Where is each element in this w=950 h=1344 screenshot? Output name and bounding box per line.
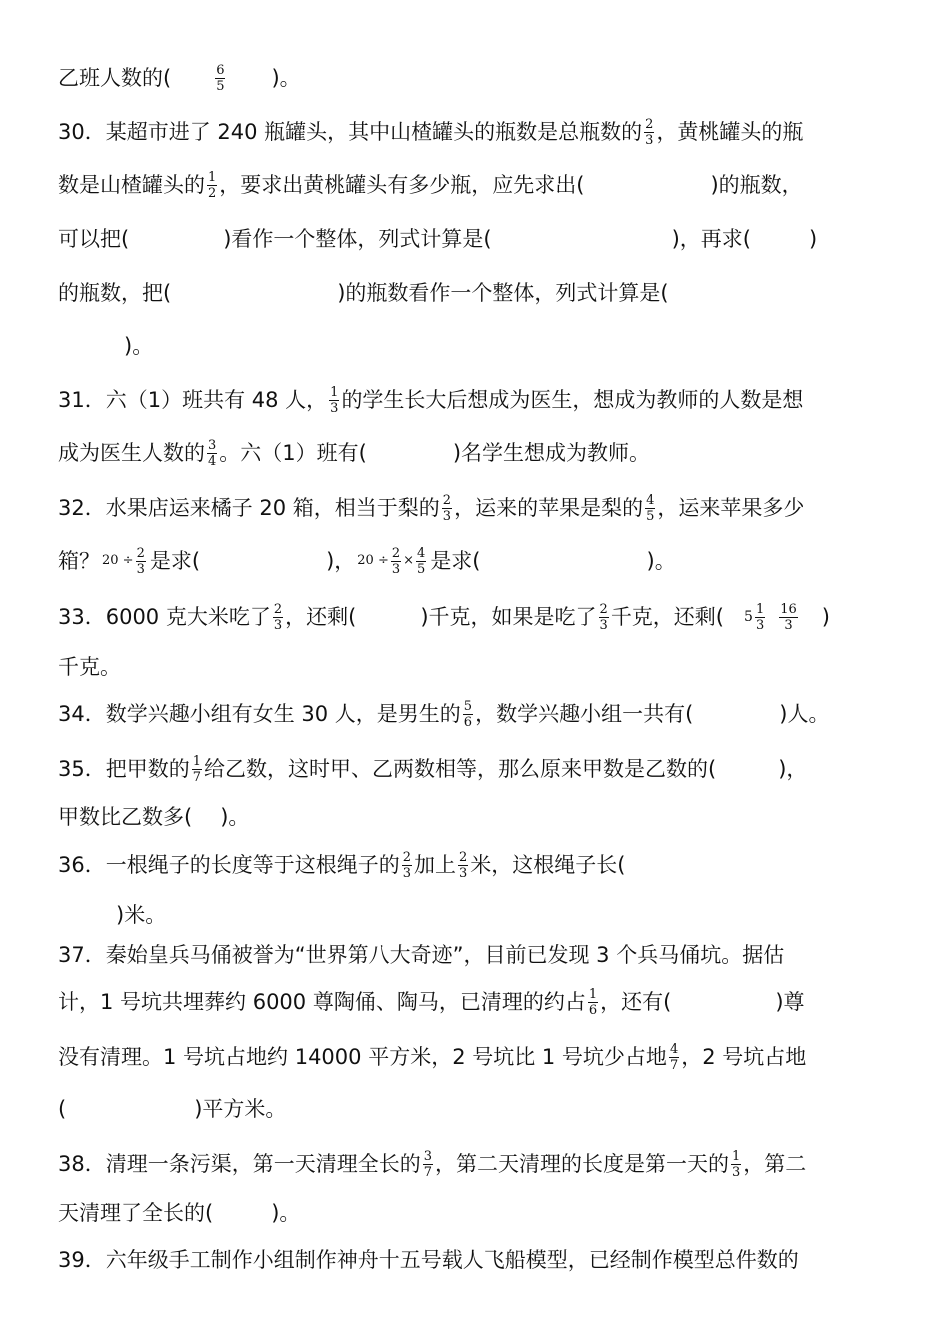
- fraction: $\frac{1}{7}$: [192, 753, 202, 785]
- fraction: $\frac{2}{3}$: [645, 116, 654, 148]
- q37-line-4: ( )平方米。: [58, 1097, 287, 1121]
- expression-1: 20 ÷ $\frac{2}{3}$: [102, 545, 145, 577]
- q36-line-1: 36．一根绳子的长度等于这根绳子的 $\frac{2}{3}$ 加上 $\frac{2}{3}$ 米，这根绳子长(: [58, 849, 626, 881]
- fraction: $\frac{4}{5}$: [646, 492, 655, 524]
- fraction: $\frac{2}{3}$: [442, 492, 452, 524]
- q31-line-1: 31．六（1）班共有 48 人， $\frac{1}{3}$ 的学生长大后想成为医生，想成为教师的人数是想: [58, 384, 804, 416]
- q38-line-2: 天清理了全长的( )。: [58, 1201, 301, 1225]
- q37-line-2: 计，1 号坑共埋葬约 6000 尊陶俑、陶马，已清理的约占 $\frac{1}{6}$ ，还有( )尊: [58, 986, 805, 1018]
- fraction: $\frac{2}{3}$: [402, 849, 412, 881]
- fraction: $\frac{2}{3}$: [599, 601, 608, 633]
- q35-line-2: 甲数比乙数多( )。: [58, 805, 250, 829]
- q30-line-1: 30．某超市进了 240 瓶罐头，其中山楂罐头的瓶数是总瓶数的 $\frac{2}{3}$ ，黄桃罐头的瓶: [58, 116, 804, 148]
- q33-line-1: 33．6000 克大米吃了 $\frac{2}{3}$ ，还剩( )千克，如果是吃了 $\frac{2}{3}$ 千克，还剩( 5 $\frac{1}{3}$ $\frac{16}{3}$ ): [58, 597, 892, 637]
- fraction: $\frac{1}{3}$: [330, 384, 339, 416]
- q30-line-5: )。: [124, 334, 154, 358]
- q35-line-1: 35．把甲数的 $\frac{1}{7}$ 给乙数，这时甲、乙两数相等，那么原来甲数是乙数的( )，: [58, 753, 808, 785]
- fraction: $\frac{4}{5}$: [417, 545, 426, 577]
- q36-line-2: )米。: [116, 903, 167, 927]
- q32-line-2: 箱？ 20 ÷ $\frac{2}{3}$ 是求( )， 20 ÷ $\frac{2}{3}$ × $\frac{4}{5}$ 是求( )。: [58, 541, 892, 581]
- q37-line-1: 37．秦始皇兵马俑被誉为“世界第八大奇迹”，目前已发现 3 个兵马俑坑。据估: [58, 943, 785, 967]
- q34-line-1: 34．数学兴趣小组有女生 30 人，是男生的 $\frac{5}{6}$ ，数学兴趣小组一共有( )人。: [58, 698, 830, 730]
- q30-line-4: 的瓶数，把( )的瓶数看作一个整体，列式计算是(: [58, 281, 669, 305]
- fraction: $\frac{1}{2}$: [208, 169, 217, 201]
- fraction: $\frac{2}{3}$: [136, 545, 145, 577]
- fraction: $\frac{1}{6}$: [588, 986, 598, 1018]
- q30-line-3: 可以把( )看作一个整体，列式计算是( )，再求( ): [58, 227, 818, 251]
- fraction: $\frac{2}{3}$: [273, 601, 283, 633]
- mixed-number: 5 $\frac{1}{3}$: [744, 601, 765, 633]
- fraction: $\frac{2}{3}$: [459, 849, 468, 881]
- q39-line-1: 39．六年级手工制作小组制作神舟十五号载人飞船模型，已经制作模型总件数的: [58, 1248, 799, 1272]
- fraction: $\frac{1}{3}$: [755, 601, 765, 633]
- expression-2: 20 ÷ $\frac{2}{3}$ × $\frac{4}{5}$: [357, 545, 426, 577]
- fraction: $\frac{3}{7}$: [423, 1148, 433, 1180]
- fraction: $\frac{6}{5}$: [216, 62, 225, 94]
- fraction: $\frac{3}{4}$: [208, 437, 217, 469]
- q29-line-1: 乙班人数的( $\frac{6}{5}$ )。: [58, 62, 301, 94]
- q37-line-3: 没有清理。1 号坑占地约 14000 平方米，2 号坑比 1 号坑少占地 $\frac{4}{7}$ ，2 号坑占地: [58, 1041, 807, 1073]
- q32-line-1: 32．水果店运来橘子 20 箱，相当于梨的 $\frac{2}{3}$ ，运来的苹果是梨的 $\frac{4}{5}$ ，运来苹果多少: [58, 492, 805, 524]
- fraction: $\frac{1}{3}$: [732, 1148, 741, 1180]
- q33-line-2: 千克。: [58, 655, 121, 679]
- fraction: $\frac{2}{3}$: [391, 545, 401, 577]
- fraction: $\frac{5}{6}$: [463, 698, 473, 730]
- q38-line-1: 38．清理一条污渠，第一天清理全长的 $\frac{3}{7}$ ，第二天清理的长度是第一天的 $\frac{1}{3}$ ，第二: [58, 1148, 807, 1180]
- q30-line-2: 数是山楂罐头的 $\frac{1}{2}$ ，要求出黄桃罐头有多少瓶，应先求出( )的瓶数，: [58, 169, 803, 201]
- q31-line-2: 成为医生人数的 $\frac{3}{4}$ 。六（1）班有( )名学生想成为教师。: [58, 437, 651, 469]
- fraction: $\frac{4}{7}$: [669, 1041, 679, 1073]
- fraction: $\frac{16}{3}$: [780, 601, 797, 633]
